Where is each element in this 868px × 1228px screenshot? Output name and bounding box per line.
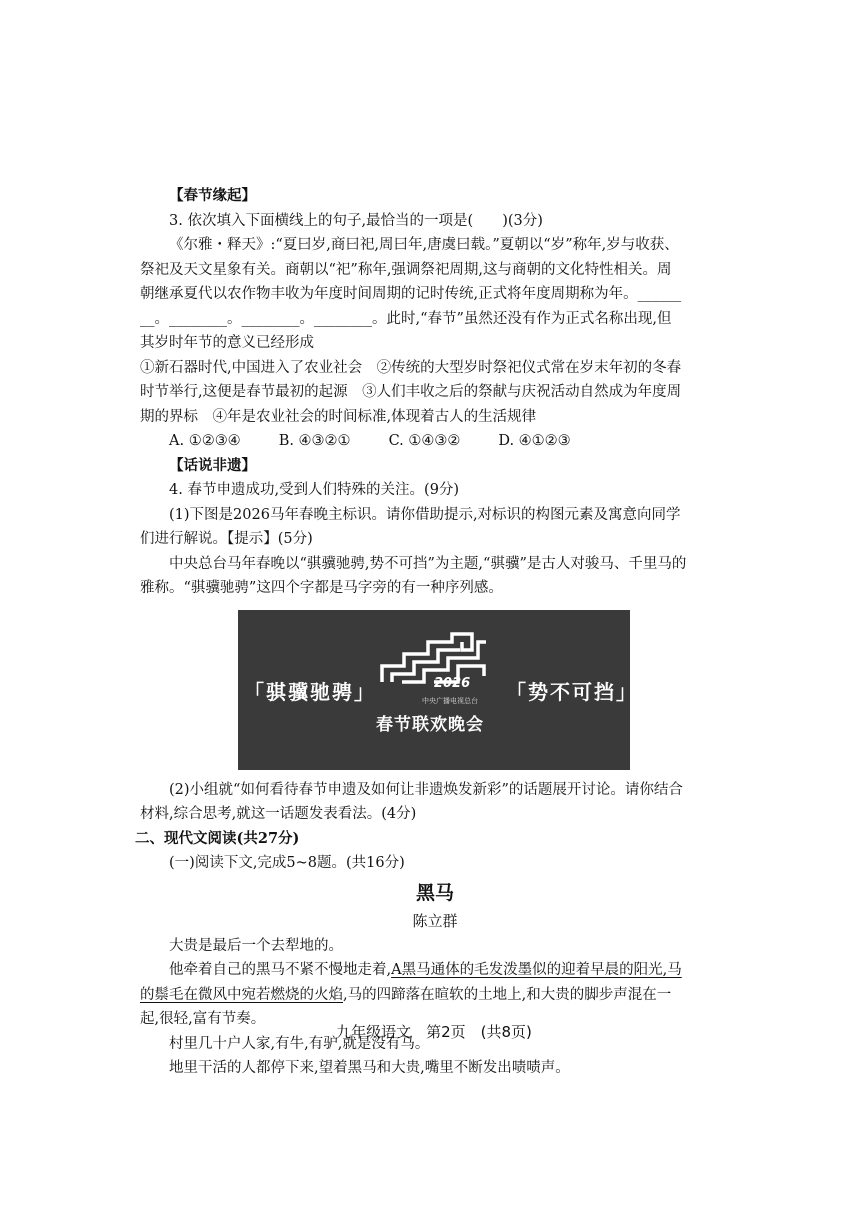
q3-passage-line: 祭祀及天文星象有关。商朝以“祀”称年,强调祭祀周期,这与商朝的文化特性相关。周 (140, 261, 672, 278)
hint-line: 雅称。“骐骥驰骋”这四个字都是马字旁的有一种序列感。 (140, 580, 503, 596)
q3-sentence-line: 时节举行,这便是春节最初的起源 ③人们丰收之后的祭献与庆祝活动自然成为年度周 (140, 384, 682, 400)
banner-org: 中央广播电视总台 (422, 696, 478, 705)
story-text: 他牵着自己的黑马不紧不慢地走着, (169, 962, 392, 978)
question-3-stem: 3. 依次填入下面横线上的句子,最恰当的一项是( )(3分) (169, 212, 543, 229)
option-b: B. ④③②① (278, 433, 351, 449)
question-4-stem: 4. 春节申遗成功,受到人们特殊的关注。(9分) (169, 482, 460, 498)
banner-left-slogan: 「骐骥驰骋」 (244, 679, 376, 704)
q3-options (140, 429, 730, 454)
hint-line: 中央总台马年春晚以“骐骥驰骋,势不可挡”为主题,“骐骥”是古人对骏马、千里马的 (169, 555, 687, 572)
gala-logo-banner (238, 610, 638, 770)
q4-part1-line: 们进行解说。【提示】(5分) (140, 531, 313, 547)
page-content (135, 184, 730, 1081)
story-text: ,马的四蹄落在暄软的土地上,和大贵的脚步声混在一 (343, 986, 672, 1003)
story-paragraph: 大贵是最后一个去犁地的。 (169, 937, 343, 954)
story-paragraph: 村里几十户人家,有牛,有驴,就是没有马。 (169, 1035, 430, 1052)
story-author: 陈立群 (412, 911, 458, 930)
story-paragraph-cont (140, 983, 730, 1008)
horse-meander-logo-icon (378, 632, 488, 684)
q4-part1-line: (1)下图是2026马年春晚主标识。请你借助提示,对标识的构图元素及寓意向同学 (169, 506, 681, 523)
section-heading-heritage: 【话说非遗】 (169, 456, 256, 474)
q3-passage-line: 《尔雅・释天》:“夏曰岁,商曰祀,周曰年,唐虞曰载。”夏朝以“岁”称年,岁与收获、 (169, 237, 679, 253)
q3-sentence-line: 期的界标 ④年是农业社会的时间标准,体现着古人的生活规律 (140, 408, 537, 425)
underlined-sentence-a: A黑马通体的毛发泼墨似的迎着早晨的阳光,马 (391, 962, 682, 978)
banner-year: 2026 (434, 675, 471, 691)
story-paragraph-cont: 起,很轻,富有节奏。 (140, 1011, 266, 1027)
story-title: 黑马 (415, 881, 454, 904)
banner-right-slogan: 「势不可挡」 (506, 679, 638, 704)
q3-passage-line: __。________。________。________。此时,“春节”虽然还没有作为正式名称出现,但 (140, 310, 672, 327)
part-2-heading: 二、现代文阅读(共27分) (135, 829, 300, 847)
q3-sentence-line: ①新石器时代,中国进入了农业社会 ②传统的大型岁时祭祀仪式常在岁末年初的冬春 (140, 359, 682, 376)
section-heading-origin: 【春节缘起】 (169, 187, 256, 204)
q4-part2-line: 材料,综合思考,就这一话题发表看法。(4分) (140, 806, 417, 822)
q4-part2-line: (2)小组就“如何看待春节申遗及如何让非遗焕发新彩”的话题展开讨论。请你结合 (169, 781, 683, 798)
option-a: A. ①②③④ (169, 433, 241, 449)
option-d: D. ④①②③ (498, 433, 571, 449)
story-paragraph: 地里干活的人都停下来,望着黑马和大贵,嘴里不断发出啧啧声。 (169, 1060, 570, 1076)
q3-passage-line: 其岁时年节的意义已经形成 (140, 335, 314, 351)
q3-passage-line: 朝继承夏代以农作物丰收为年度时间周期的记时传统,正式将年度周期称为年。______ (140, 286, 682, 302)
reading-instructions: (一)阅读下文,完成5~8题。(共16分) (169, 855, 405, 871)
banner-title: 春节联欢晚会 (376, 714, 484, 735)
page-footer: 九年级语文 第2页 (共8页) (336, 1023, 532, 1041)
option-c: C. ①④③② (388, 433, 461, 449)
story-paragraph (140, 958, 730, 983)
underlined-sentence-a-cont: 的鬃毛在微风中宛若燃烧的火焰 (140, 986, 343, 1003)
